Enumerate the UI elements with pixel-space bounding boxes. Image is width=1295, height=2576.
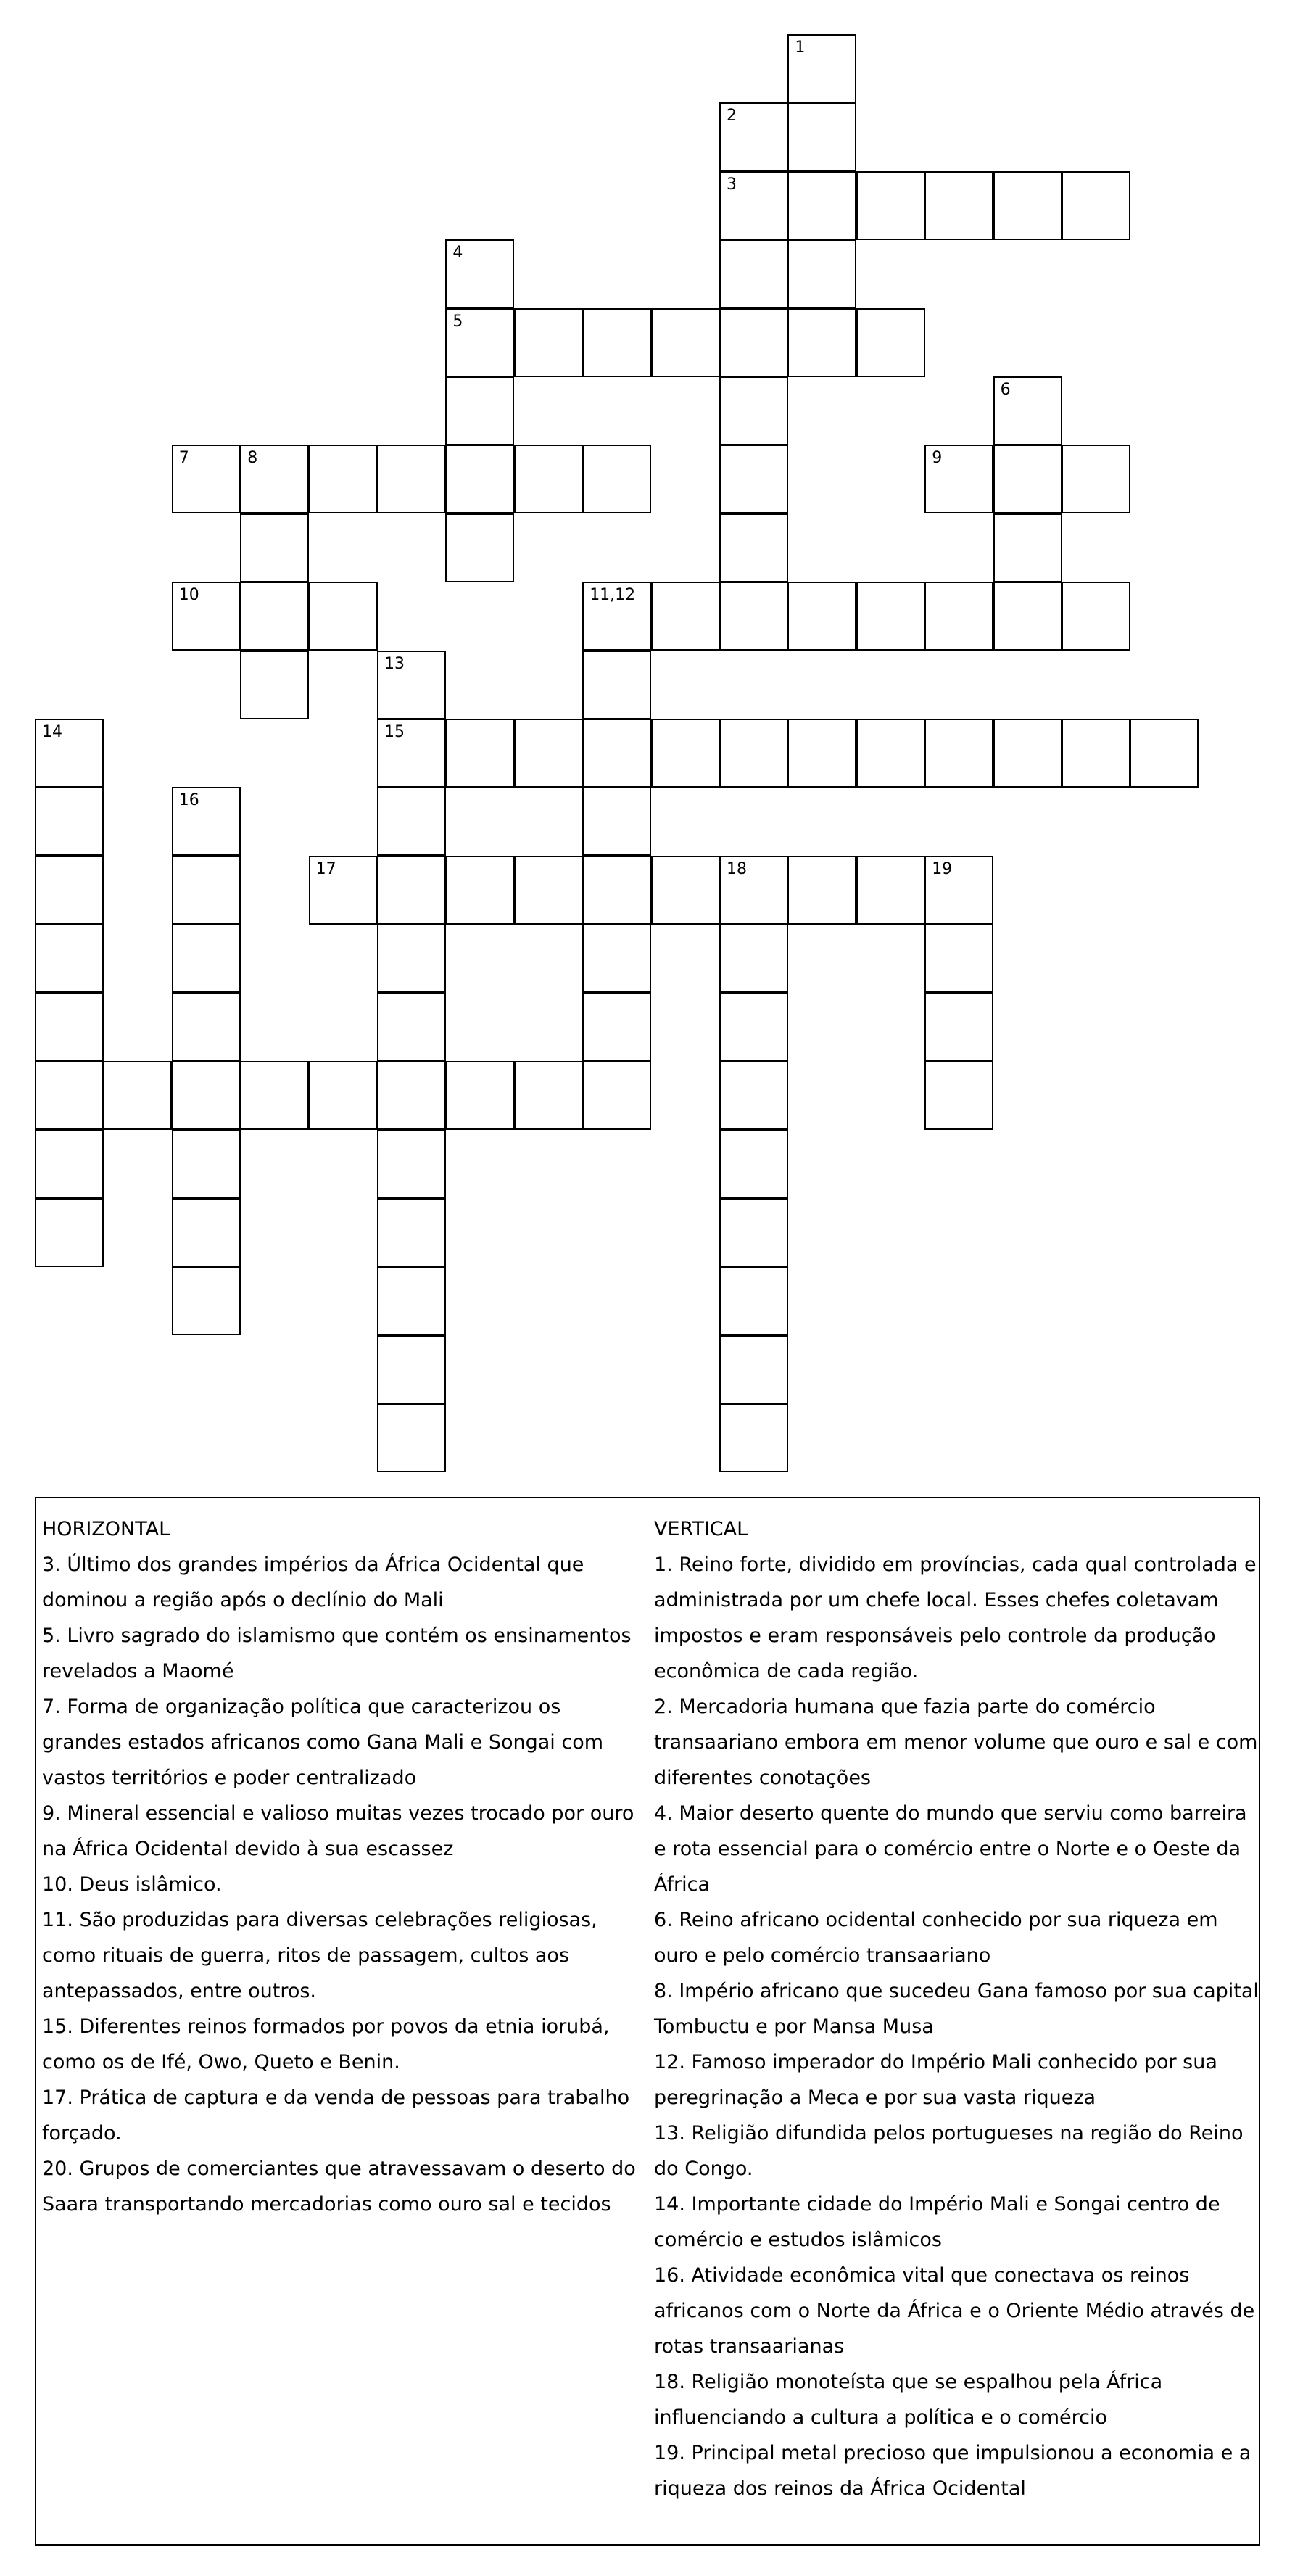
cell[interactable] (856, 719, 925, 788)
cell[interactable] (787, 719, 856, 788)
cell[interactable] (377, 1129, 446, 1198)
cell[interactable] (377, 924, 446, 993)
cell[interactable] (719, 1129, 788, 1198)
cell-10[interactable] (172, 582, 241, 651)
cell[interactable] (35, 1129, 104, 1198)
clue-number: 18 (727, 859, 747, 878)
clue-number: 5 (452, 312, 463, 331)
clue-number: 8 (247, 449, 258, 468)
cell[interactable] (719, 308, 788, 377)
clue-number: 11,12 (589, 586, 636, 605)
cell[interactable] (103, 1061, 172, 1130)
cell-19[interactable] (924, 856, 993, 925)
cell[interactable] (719, 445, 788, 513)
clue-h5: 5. Livro sagrado do islamismo que contém os ensinamentos revelados a Maomé (42, 1625, 632, 1683)
cell[interactable] (651, 582, 720, 651)
cell[interactable] (1062, 171, 1130, 240)
cell[interactable] (787, 856, 856, 925)
cell[interactable] (445, 1061, 514, 1130)
cell-14[interactable] (35, 719, 104, 788)
cell[interactable] (993, 719, 1062, 788)
clues-box (35, 1497, 1260, 2546)
cell[interactable] (377, 1198, 446, 1267)
cell[interactable] (719, 993, 788, 1062)
clue-v13: 13. Religião difundida pelos portugueses na região do Reino do Congo. (654, 2122, 1244, 2180)
cell[interactable] (240, 513, 309, 582)
clue-h9: 9. Mineral essencial e valioso muitas vezes trocado por ouro na África Ocidental devido à sua escassez (42, 1802, 634, 1860)
cell-4[interactable] (445, 239, 514, 308)
cell-13[interactable] (377, 651, 446, 719)
cell[interactable] (172, 1061, 241, 1130)
cell[interactable] (787, 102, 856, 171)
cell[interactable] (719, 239, 788, 308)
cell[interactable] (787, 582, 856, 651)
cell[interactable] (514, 719, 583, 788)
cell[interactable] (377, 1403, 446, 1472)
clue-number: 14 (42, 723, 62, 741)
cell[interactable] (787, 239, 856, 308)
cell[interactable] (514, 308, 583, 377)
cell[interactable] (445, 376, 514, 445)
cell[interactable] (719, 1266, 788, 1335)
cell[interactable] (719, 719, 788, 788)
cell[interactable] (514, 856, 583, 925)
horizontal-title: HORIZONTAL (42, 1518, 170, 1540)
clue-number: 6 (1000, 381, 1011, 399)
cell[interactable] (787, 308, 856, 377)
vertical-clues (654, 1511, 1260, 2506)
cell[interactable] (719, 376, 788, 445)
clue-v14: 14. Importante cidade do Império Mali e Songai centro de comércio e estudos islâmicos (654, 2193, 1220, 2251)
cell[interactable] (651, 308, 720, 377)
cell[interactable] (582, 787, 651, 856)
clue-v19: 19. Principal metal precioso que impulsionou a economia e a riqueza dos reinos da África Ocidental (654, 2442, 1251, 2500)
cell[interactable] (651, 719, 720, 788)
cell-16[interactable] (172, 787, 241, 856)
cell[interactable] (309, 1061, 378, 1130)
cell[interactable] (924, 171, 993, 240)
cell[interactable] (240, 651, 309, 719)
cell[interactable] (1062, 582, 1130, 651)
clue-number: 15 (384, 723, 405, 741)
cell[interactable] (582, 993, 651, 1062)
cell[interactable] (856, 171, 925, 240)
clue-number: 16 (178, 791, 199, 810)
cell[interactable] (377, 787, 446, 856)
cell[interactable] (993, 513, 1062, 582)
cell[interactable] (445, 513, 514, 582)
cell[interactable] (924, 719, 993, 788)
cell-5[interactable] (445, 308, 514, 377)
cell[interactable] (924, 924, 993, 993)
cell[interactable] (172, 1266, 241, 1335)
cell[interactable] (172, 1198, 241, 1267)
cell[interactable] (924, 1061, 993, 1130)
clue-v1: 1. Reino forte, dividido em províncias, cada qual controlada e administrada por um chefe local. Esses chefes coletavam impostos e eram responsáveis pelo controle da produção econômica de cada região. (654, 1553, 1257, 1683)
cell[interactable] (719, 582, 788, 651)
cell[interactable] (856, 308, 925, 377)
cell[interactable] (787, 171, 856, 240)
clue-h7: 7. Forma de organização política que caracterizou os grandes estados africanos como Gana Mali e Songai com vastos territórios e poder centralizado (42, 1696, 604, 1789)
clue-v6: 6. Reino africano ocidental conhecido por sua riqueza em ouro e pelo comércio transaariano (654, 1909, 1218, 1967)
clue-h15: 15. Diferentes reinos formados por povos da etnia iorubá, como os de Ifé, Owo, Queto e Benin. (42, 2015, 610, 2073)
clue-h11: 11. São produzidas para diversas celebrações religiosas, como rituais de guerra, ritos de passagem, cultos aos antepassados, entre outros. (42, 1909, 597, 2002)
cell[interactable] (856, 856, 925, 925)
clue-number: 17 (315, 859, 336, 878)
cell[interactable] (993, 445, 1062, 513)
cell[interactable] (1130, 719, 1199, 788)
cell[interactable] (309, 582, 378, 651)
cell[interactable] (35, 856, 104, 925)
cell[interactable] (172, 924, 241, 993)
clue-number: 13 (384, 654, 405, 673)
cell[interactable] (377, 445, 446, 513)
cell[interactable] (35, 993, 104, 1062)
cell[interactable] (309, 445, 378, 513)
cell[interactable] (377, 1266, 446, 1335)
cell-17[interactable] (309, 856, 378, 925)
cell[interactable] (172, 1129, 241, 1198)
cell[interactable] (993, 171, 1062, 240)
cell[interactable] (719, 1198, 788, 1267)
cell[interactable] (993, 582, 1062, 651)
cell[interactable] (377, 1335, 446, 1404)
cell-8[interactable] (240, 445, 309, 513)
cell[interactable] (719, 513, 788, 582)
clue-number: 2 (727, 107, 737, 125)
cell[interactable] (582, 856, 651, 925)
clue-h20: 20. Grupos de comerciantes que atravessavam o deserto do Saara transportando mercadorias como ouro sal e tecidos (42, 2158, 636, 2216)
cell-7[interactable] (172, 445, 241, 513)
horizontal-clues (42, 1511, 644, 2222)
cell[interactable] (719, 1335, 788, 1404)
clue-h10: 10. Deus islâmico. (42, 1873, 222, 1896)
cell[interactable] (35, 924, 104, 993)
vertical-title: VERTICAL (654, 1518, 748, 1540)
cell[interactable] (924, 582, 993, 651)
cell[interactable] (582, 308, 651, 377)
cell[interactable] (924, 993, 993, 1062)
cell-11-12[interactable] (582, 582, 651, 651)
clue-number: 19 (932, 859, 953, 878)
clue-number: 10 (178, 586, 199, 605)
clue-v4: 4. Maior deserto quente do mundo que serviu como barreira e rota essencial para o comércio entre o Norte e o Oeste da África (654, 1802, 1247, 1896)
cell[interactable] (240, 582, 309, 651)
cell[interactable] (856, 582, 925, 651)
cell[interactable] (1062, 719, 1130, 788)
cell[interactable] (719, 1403, 788, 1472)
cell[interactable] (377, 1061, 446, 1130)
cell[interactable] (172, 856, 241, 925)
clue-v16: 16. Atividade econômica vital que conectava os reinos africanos com o Norte da África e o Oriente Médio através de rotas transaarianas (654, 2264, 1255, 2358)
cell[interactable] (514, 445, 583, 513)
cell[interactable] (719, 1061, 788, 1130)
clue-number: 9 (932, 449, 943, 468)
cell[interactable] (35, 1198, 104, 1267)
cell-15[interactable] (377, 719, 446, 788)
clue-h17: 17. Prática de captura e da venda de pessoas para trabalho forçado. (42, 2086, 630, 2144)
cell[interactable] (35, 787, 104, 856)
clue-number: 7 (178, 449, 189, 468)
cell[interactable] (445, 719, 514, 788)
cell[interactable] (582, 719, 651, 788)
clue-number: 4 (452, 244, 463, 263)
cell-9[interactable] (924, 445, 993, 513)
cell[interactable] (582, 445, 651, 513)
clue-h3: 3. Último dos grandes impérios da África Ocidental que dominou a região após o declínio do Mali (42, 1553, 584, 1611)
cell[interactable] (445, 445, 514, 513)
cell-1[interactable] (787, 34, 856, 103)
clue-v8: 8. Império africano que sucedeu Gana famoso por sua capital Tombuctu e por Mansa Musa (654, 1980, 1259, 2038)
cell[interactable] (651, 856, 720, 925)
cell[interactable] (172, 993, 241, 1062)
cell[interactable] (582, 924, 651, 993)
clue-number: 3 (727, 175, 737, 194)
cell-2[interactable] (719, 102, 788, 171)
cell[interactable] (35, 1061, 104, 1130)
clue-v12: 12. Famoso imperador do Império Mali conhecido por sua peregrinação a Meca e por sua vasta riqueza (654, 2051, 1217, 2109)
cell-18[interactable] (719, 856, 788, 925)
cell[interactable] (377, 993, 446, 1062)
cell[interactable] (582, 1061, 651, 1130)
cell[interactable] (240, 1061, 309, 1130)
clue-v18: 18. Religião monoteísta que se espalhou pela África influenciando a cultura a política e o comércio (654, 2371, 1163, 2429)
clue-v2: 2. Mercadoria humana que fazia parte do comércio transaariano embora em menor volume que ouro e sal e com diferentes conotações (654, 1696, 1258, 1789)
clue-number: 1 (795, 38, 806, 57)
cell[interactable] (719, 924, 788, 993)
cell[interactable] (514, 1061, 583, 1130)
cell[interactable] (582, 651, 651, 719)
cell-3[interactable] (719, 171, 788, 240)
cell-6[interactable] (993, 376, 1062, 445)
cell[interactable] (445, 856, 514, 925)
cell[interactable] (1062, 445, 1130, 513)
cell[interactable] (377, 856, 446, 925)
